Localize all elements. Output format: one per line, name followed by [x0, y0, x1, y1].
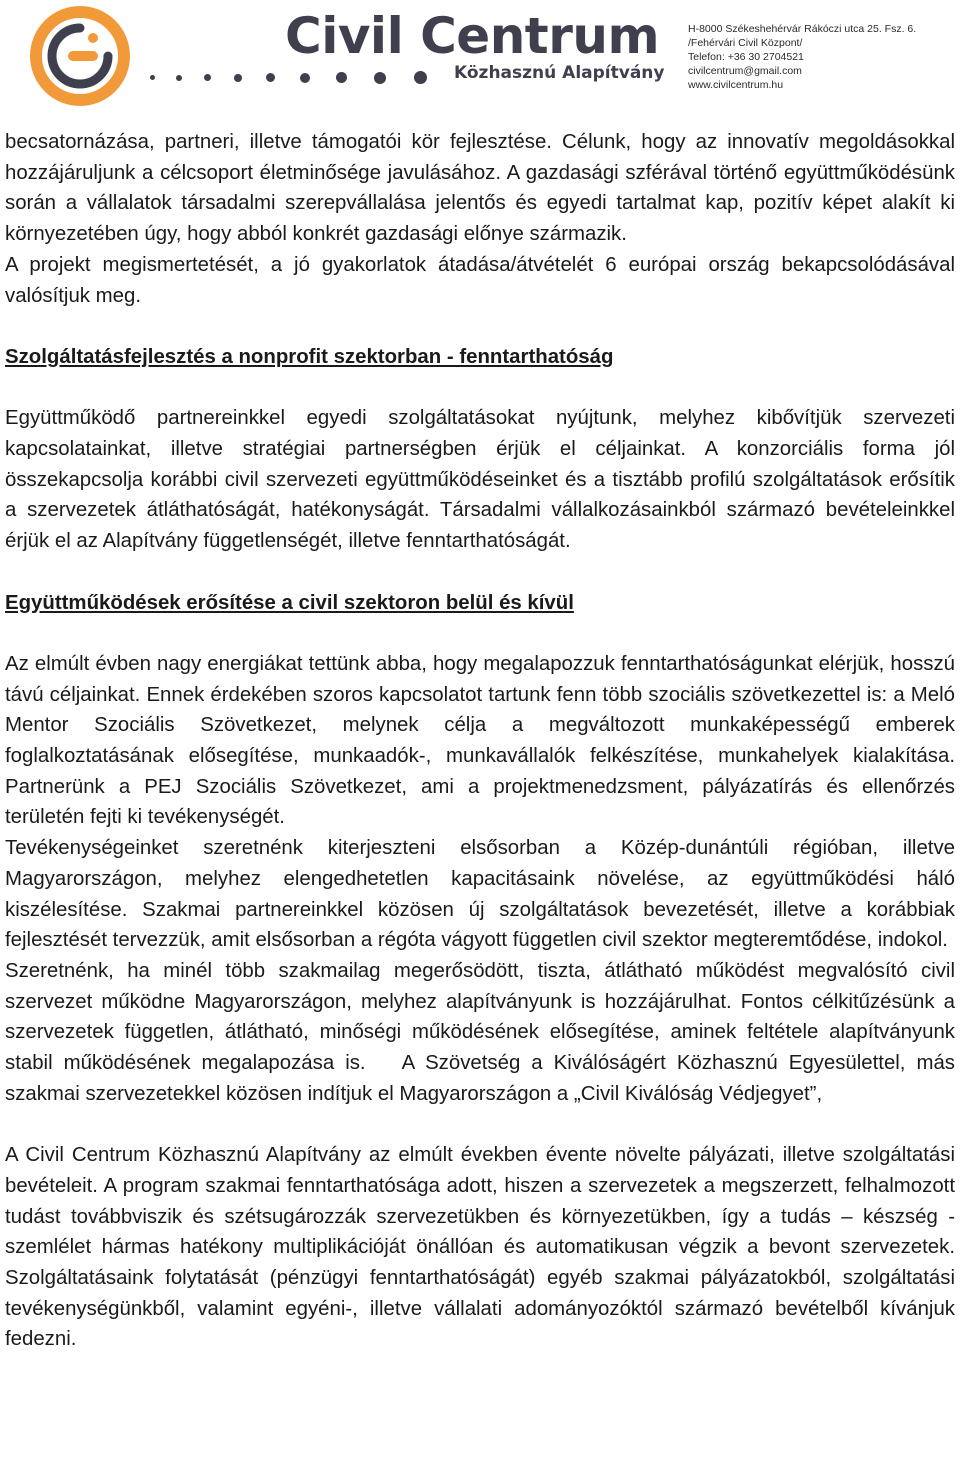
section-2-paragraph-3b: A Szövetség a Kiválóságért Közhasznú Egyesülettel, más szakmai szervezetekkel közösen indítjuk el Magyarországon a „Civil Kiválóság Védjegyet”, [5, 1052, 955, 1105]
section-1-heading: Szolgáltatásfejlesztés a nonprofit szektorban - fenntarthatóság [5, 345, 614, 368]
section-1-paragraph: Együttműködő partnereinkkel egyedi szolgáltatásokat nyújtunk, melyhez kibővítjük szervezeti kapcsolatainkat, illetve stratégiai partnerségben érjük el céljainkat. A konzorciális forma jól összekapcsolja korábbi civil szervezeti együttműködéseinket és a tisztább profilú szolgáltatások erősítik a szervezetek átláthatóságát, hatékonyságát. Társadalmi vállalkozásainkból származó bevételeinkkel érjük el az Alapítvány függetlenségét, illetve fenntarthatóságát. [5, 407, 955, 553]
intro-paragraph-1: becsatornázása, partneri, illetve támogatói kör fejlesztése. Célunk, hogy az innovatív megoldásokkal hozzájáruljunk a célcsoport életminősége javulásához. A gazdasági szférával történő együttműködésünk során a vállalatok társadalmi szerepvállalása jelentős és egyedi tartalmat kap, pozitív képet alakít ki környezetében úgy, hogy abból konkrét gazdasági előnye származik. [5, 131, 955, 246]
section-2-paragraph-2: Tevékenységeinket szeretnénk kiterjeszteni elsősorban a Közép-dunántúli régióban, illetve Magyarországon, melyhez elengedhetetlen kapacitásaink növelése, az együttműködési háló kiszélesítése. Szakmai partnereinkkel közösen új szolgáltatások bevezetését, illetve a korábbiak fejlesztését tervezzük, amit elsősorban a régóta vágyott független civil szektor megteremtődése, indokol. [5, 837, 955, 952]
contact-venue: /Fehérvári Civil Központ/ [688, 37, 803, 49]
section-2-paragraph-1: Az elmúlt évben nagy energiákat tettünk abba, hogy megalapozzuk fenntarthatóságunkat elérjük, hosszú távú céljainkat. Ennek érdekében szoros kapcsolatot tartunk fenn több szociális szövetkezettel is: a Meló Mentor Szociális Szövetkezet, melynek célja a megváltozott munkaképességű emberek foglalkoztatásának elősegítése, munkaadók-, munkavállalók felkészítése, munkahelyek kialakítása. Partnerünk a PEJ Szociális Szövetkezet, ami a projektmenedzsment, pályázatírás és ellenőrzés területén fejti ki tevékenységét. [5, 652, 955, 829]
contact-block [688, 22, 916, 92]
decorative-dots [150, 70, 450, 84]
section-2-paragraph-3 [5, 956, 955, 1110]
brand-title: Civil Centrum [285, 7, 660, 65]
section-2-paragraph-3a: Szeretnénk, ha minél több szakmailag megerősödött, tiszta, átlátható működést megvalósító civil szervezet működne Magyarországon, melyhez alapítványunk is hozzájárulhat. Fontos célkitűzésünk a szervezetek független, átlátható, minőségi működésének elősegítése, aminek feltétele alapítványunk stabil működésének megalapozása is. [5, 959, 955, 1075]
document-body [5, 127, 955, 1355]
civil-centrum-logo-icon [30, 6, 130, 106]
contact-email: civilcentrum@gmail.com [688, 65, 802, 77]
brand-subtitle: Közhasznú Alapítvány [454, 63, 665, 83]
intro-paragraph-2: A projekt megismertetését, a jó gyakorlatok átadása/átvételét 6 európai ország bekapcsolódásával valósítjuk meg. [5, 253, 955, 307]
contact-address: H-8000 Székeshehérvár Rákóczi utca 25. Fsz. 6. [688, 23, 917, 35]
closing-paragraph: A Civil Centrum Közhasznú Alapítvány az elmúlt években évente növelte pályázati, illetve szolgáltatási bevételeit. A program szakmai fenntarthatósága adott, hiszen a szervezetek a megszerzett, felhalmozott tudást továbbviszik és szétsugározzák szervezetükben és környezetükben, így a tudás – készség - szemlélet hármas hatékony multiplikációját önállóan és automatikusan végzik a bevont szervezetek. Szolgáltatásaink folytatását (pénzügyi fenntarthatóságát) egyéb szakmai pályázatokból, szolgáltatási tevékenységünkből, valamint egyéni-, illetve vállalati adományozóktól származó bevételből kívánjuk fedezni. [5, 1144, 955, 1351]
section-2-heading: Együttműködések erősítése a civil szektoron belül és kívül [5, 591, 574, 614]
contact-phone: Telefon: +36 30 2704521 [688, 51, 804, 63]
contact-website: www.civilcentrum.hu [688, 79, 784, 91]
letterhead [0, 0, 960, 112]
